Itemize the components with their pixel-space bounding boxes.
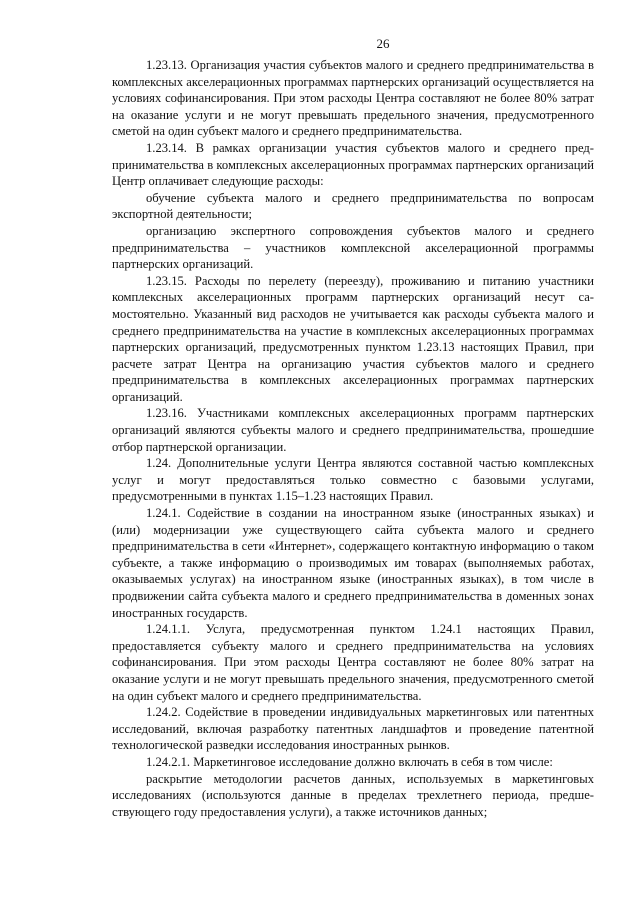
paragraph-1-23-14: 1.23.14. В рамках организации участия субъектов малого и среднего предпринимательства в комплексных акселерационных программах партнерских организаций Центр оплачивает следующие расходы: xyxy=(112,140,594,189)
paragraph-1-23-15: 1.23.15. Расходы по перелету (переезду), проживанию и питанию участники комплексных акселерационных программ партнерских организаций несут самостоятельно. Указанный вид расходов не учитывается как расходы субъекта малого и среднего предпринимательства на участие в комплексных акселерационных программах партнерских организаций, предусмотренных пунктом 1.23.13 настоящих Правил, при расчете затрат Центра на организацию участия субъектов малого и среднего предпринимательства в комплексных акселерационных программах партнерских организаций. xyxy=(112,273,594,404)
paragraph-1-24-2: 1.24.2. Содействие в проведении индивидуальных маркетинговых или патентных исследований, включая разработку патентных ландшафтов и проведение патентной технологической разведки исследования иностранных рынков. xyxy=(112,705,594,753)
list-item-methodology: раскрытие методологии расчетов данных, используемых в маркетинговых исследованиях (используются данные в пределах трехлетнего периода, предшествующего году предоставления услуги), а также источников данных; xyxy=(112,771,594,819)
paragraph-1-24: 1.24. Дополнительные услуги Центра являются составной частью комплексных услуг и могут предоставляться только совместно с базовыми услугами, предусмотренными в пунктах 1.15–1.23 настоящих Правил. xyxy=(112,456,594,504)
paragraph-1-24-1-1: 1.24.1.1. Услуга, предусмотренная пунктом 1.24.1 настоящих Правил, предоставляется субъекту малого и среднего предпринимательства на условиях софинансирования. При этом расходы Центра составляют не более 80% затрат на оказание услуги и не могут превышать предельного значения, предусмотренного сметой на один субъект малого и среднего предпринимательства. xyxy=(112,622,594,703)
paragraph-1-23-16: 1.23.16. Участниками комплексных акселерационных программ партнерских организаций являются субъекты малого и среднего предпринимательства, прошедшие отбор партнерской организации. xyxy=(112,406,594,454)
paragraph-1-24-1: 1.24.1. Содействие в создании на иностранном языке (иностранных языках) и (или) модернизации уже существующего сайта субъекта малого и среднего предпринимательства в сети «Интернет», содержащего контактную информацию о таком субъекте, а также информацию о производимых им товарах (выполняемых работах, оказываемых услугах) на иностранном языке (иностранных языках), в том числе в продвижении сайта субъекта малого и среднего предпринимательства в доменных зонах иностранных государств. xyxy=(112,506,594,620)
page-number: 26 xyxy=(376,36,390,51)
paragraph-1-24-2-1: 1.24.2.1. Маркетинговое исследование должно включать в себя в том числе: xyxy=(146,754,553,769)
list-item-expert-support: организацию экспертного сопровождения субъектов малого и среднего предпринимательства – участников комплексной акселерационной программы партнерских организаций. xyxy=(112,223,594,272)
paragraph-1-23-13: 1.23.13. Организация участия субъектов малого и среднего предпринимательства в комплексных акселерационных программах партнерских организаций осуществляется на условиях софинансирования. При этом расходы Центра составляют не более 80% затрат на оказание услуги и не могут превышать предельного значения, предусмотренного сметой на один субъект малого и среднего предпринимательства. xyxy=(112,58,594,139)
list-item-training: обучение субъекта малого и среднего предпринимательства по вопросам экспортной деятельности; xyxy=(112,190,594,222)
